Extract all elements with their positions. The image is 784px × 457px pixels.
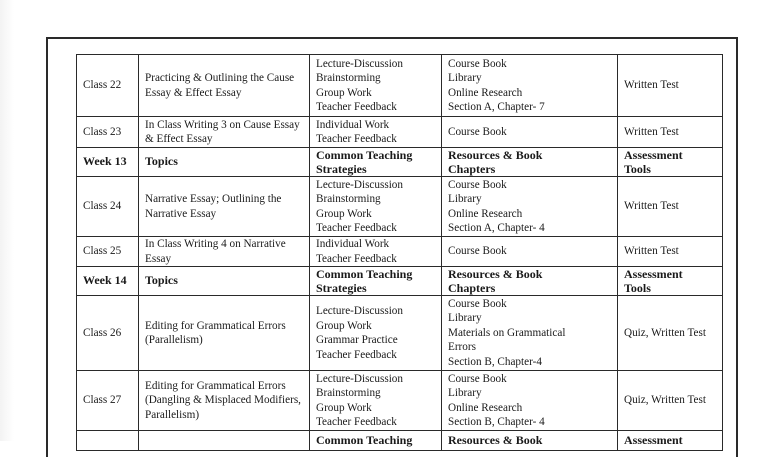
heading-line: Resources & Book <box>448 148 543 162</box>
resource-item: Online Research <box>448 401 523 414</box>
resource-item: Online Research <box>448 207 523 220</box>
strategies-cell <box>310 55 442 117</box>
resource-item: Errors <box>448 341 476 354</box>
resource-item: Materials on Grammatical <box>448 326 566 339</box>
strategy-item: Individual Work <box>316 238 390 250</box>
strategies-cell <box>310 296 442 371</box>
resources-cell <box>442 371 618 431</box>
strategies-heading <box>310 267 442 296</box>
resource-item: Section A, Chapter- 4 <box>448 222 545 234</box>
resource-item: Section B, Chapter-4 <box>448 355 542 368</box>
heading-line: Assessment <box>624 148 683 162</box>
strategy-item: Lecture-Discussion <box>316 305 403 317</box>
table-row <box>77 296 723 371</box>
topics-heading: Topics <box>139 267 310 296</box>
strategy-item: Lecture-Discussion <box>316 372 403 385</box>
resource-item: Course Book <box>448 372 507 385</box>
strategy-item: Group Work <box>316 207 372 220</box>
topic-cell: Editing for Grammatical Errors (Parallelism) <box>139 296 310 371</box>
course-schedule-table <box>76 54 723 451</box>
strategy-item: Teacher Feedback <box>316 348 397 361</box>
assessment-cell: Quiz, Written Test <box>618 371 723 431</box>
strategy-item: Teacher Feedback <box>316 101 397 113</box>
heading-line: Assessment <box>624 267 683 281</box>
resource-item: Library <box>448 193 482 205</box>
week-header-row <box>77 267 723 296</box>
strategy-item: Lecture-Discussion <box>316 57 403 70</box>
table-row <box>77 177 723 237</box>
heading-line: Strategies <box>316 161 367 176</box>
strategies-cell <box>310 177 442 237</box>
strategy-item: Teacher Feedback <box>316 416 397 428</box>
resource-item: Library <box>448 312 482 325</box>
resource-item: Course Book <box>448 245 507 258</box>
strategy-item: Brainstorming <box>316 387 381 399</box>
strategy-item: Brainstorming <box>316 193 381 205</box>
resource-item: Course Book <box>448 125 507 138</box>
class-label: Class 26 <box>77 296 139 371</box>
assessment-heading <box>618 148 723 177</box>
resources-cell <box>442 237 618 267</box>
week-header-row <box>77 148 723 177</box>
resource-item: Course Book <box>448 57 507 70</box>
assessment-cell: Written Test <box>618 55 723 117</box>
resources-cell <box>442 296 618 371</box>
strategies-heading <box>310 148 442 177</box>
resources-cell <box>442 117 618 148</box>
table-row <box>77 371 723 431</box>
heading-line: Chapters <box>448 280 496 295</box>
heading-line: Tools <box>624 161 651 176</box>
strategy-item: Teacher Feedback <box>316 133 397 145</box>
class-label: Class 23 <box>77 117 139 148</box>
class-label: Class 27 <box>77 371 139 431</box>
week-label: Week 14 <box>77 267 139 296</box>
resources-heading <box>442 148 618 177</box>
table-row <box>77 237 723 267</box>
strategy-item: Group Work <box>316 86 372 99</box>
table-row <box>77 55 723 117</box>
topic-cell: Editing for Grammatical Errors (Dangling & Misplaced Modifiers, Parallelism) <box>139 371 310 431</box>
strategy-item: Teacher Feedback <box>316 252 397 265</box>
strategy-item: Teacher Feedback <box>316 222 397 234</box>
class-label: Class 24 <box>77 177 139 237</box>
strategy-item: Lecture-Discussion <box>316 178 403 191</box>
resource-item: Section B, Chapter- 4 <box>448 416 545 428</box>
class-label: Class 25 <box>77 237 139 267</box>
strategy-item: Grammar Practice <box>316 334 398 346</box>
heading-line: Resources & Book <box>448 267 543 281</box>
strategy-item: Brainstorming <box>316 72 381 84</box>
topics-heading: Topics <box>139 148 310 177</box>
resource-item: Library <box>448 72 482 84</box>
strategies-cell <box>310 371 442 431</box>
resource-item: Library <box>448 387 482 399</box>
table-row <box>77 117 723 148</box>
resource-item: Online Research <box>448 86 523 99</box>
strategies-cell <box>310 117 442 148</box>
topic-cell: Narrative Essay; Outlining the Narrative Essay <box>139 177 310 237</box>
resources-heading <box>442 267 618 296</box>
resource-item: Course Book <box>448 297 507 310</box>
assessment-cell: Written Test <box>618 237 723 267</box>
heading-line: Resources & Book <box>448 433 543 448</box>
week-label: Week 13 <box>77 148 139 177</box>
assessment-heading <box>618 267 723 296</box>
resource-item: Course Book <box>448 178 507 191</box>
assessment-cell: Written Test <box>618 117 723 148</box>
strategy-item: Group Work <box>316 401 372 414</box>
strategy-item: Individual Work <box>316 118 390 131</box>
heading-line: Chapters <box>448 161 496 176</box>
strategy-item: Group Work <box>316 319 372 332</box>
resource-item: Section A, Chapter- 7 <box>448 101 545 113</box>
resources-cell <box>442 55 618 117</box>
heading-line: Strategies <box>316 280 367 295</box>
heading-line: Assessment <box>624 433 683 448</box>
heading-line: Common Teaching <box>316 433 413 448</box>
class-label: Class 22 <box>77 55 139 117</box>
resources-cell <box>442 177 618 237</box>
topic-cell: In Class Writing 4 on Narrative Essay <box>139 237 310 267</box>
heading-line: Common Teaching <box>316 267 413 281</box>
topic-cell: In Class Writing 3 on Cause Essay & Effect Essay <box>139 117 310 148</box>
assessment-cell: Quiz, Written Test <box>618 296 723 371</box>
topic-cell: Practicing & Outlining the Cause Essay & Effect Essay <box>139 55 310 117</box>
heading-line: Common Teaching <box>316 148 413 162</box>
strategies-cell <box>310 237 442 267</box>
scan-edge-shade <box>0 0 14 441</box>
heading-line: Tools <box>624 280 651 295</box>
assessment-cell: Written Test <box>618 177 723 237</box>
